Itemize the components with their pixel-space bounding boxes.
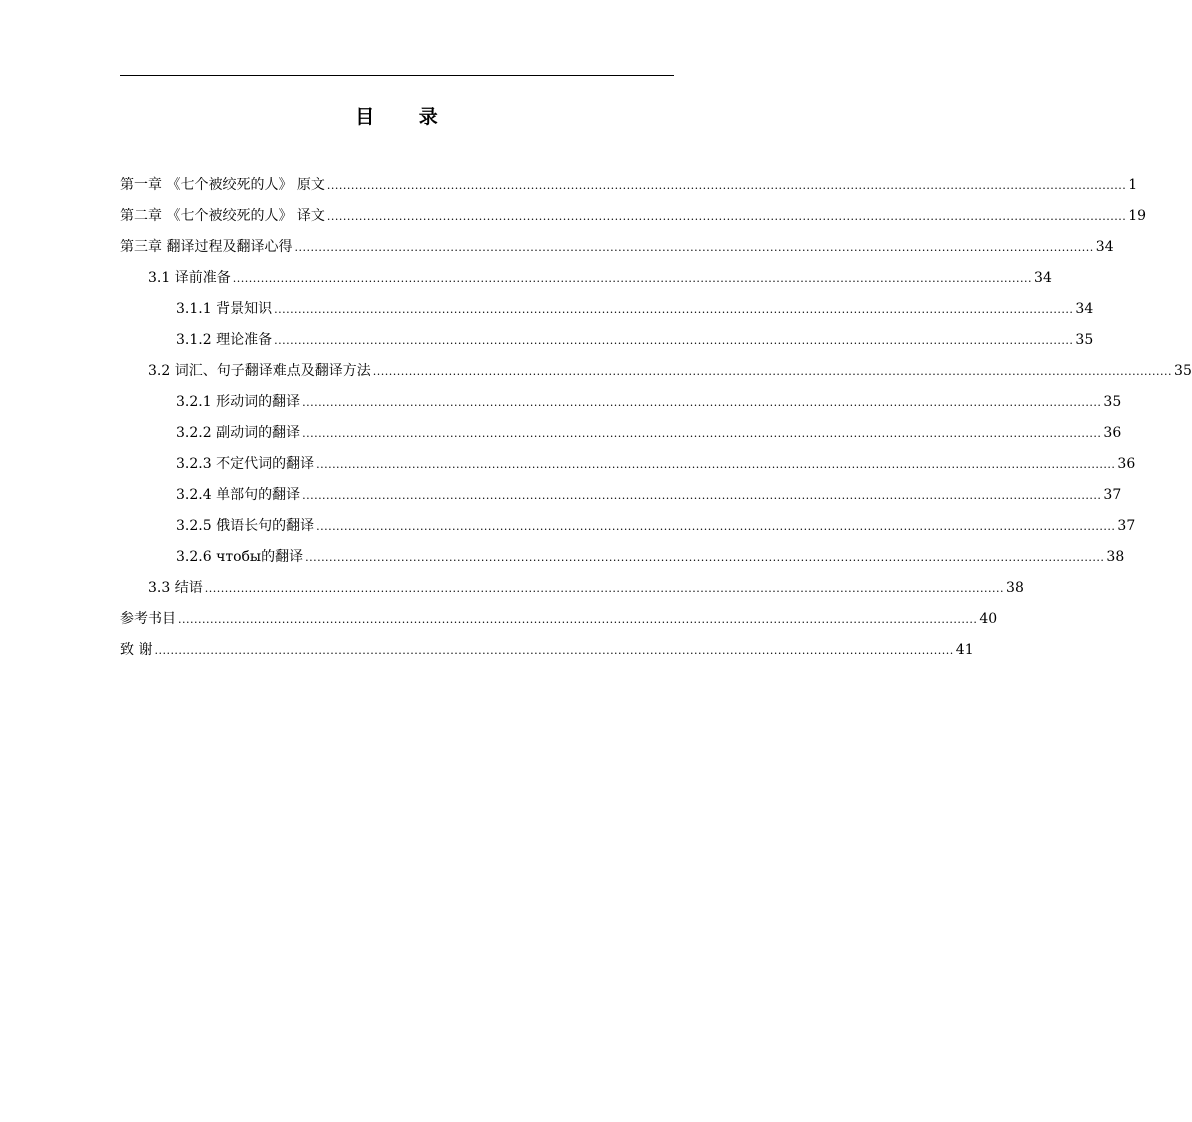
toc-leader-dots: ........................................................................................................................................................................................................ (302, 489, 1102, 502)
toc-entry-page: 37 (1117, 518, 1136, 534)
toc-entry[interactable] (120, 387, 1122, 418)
header-rule (120, 75, 674, 76)
toc-entry-label: 第一章 《七个被绞死的人》 原文 (120, 177, 325, 193)
toc-entry-label: 第三章 翻译过程及翻译心得 (120, 239, 293, 255)
toc-entry-label: 3.2.5 俄语长句的翻译 (176, 518, 315, 534)
toc-entry-page: 34 (1034, 270, 1052, 286)
toc-entry-label: 3.1 译前准备 (148, 270, 231, 286)
toc-leader-dots: ........................................................................................................................................................................................................ (316, 458, 1116, 471)
toc-entry-page: 35 (1103, 394, 1122, 410)
table-of-contents (120, 170, 1192, 666)
toc-leader-dots: ........................................................................................................................................................................................................ (302, 427, 1102, 440)
toc-entry[interactable] (120, 573, 1024, 604)
toc-entry[interactable] (120, 480, 1122, 511)
toc-entry-label: 3.1.1 背景知识 (176, 301, 273, 317)
toc-leader-dots: ........................................................................................................................................................................................................ (316, 520, 1116, 533)
toc-entry-label: 致 谢 (120, 642, 153, 658)
toc-entry-page: 34 (1095, 239, 1114, 255)
toc-entry-label: 3.2 词汇、句子翻译难点及翻译方法 (148, 363, 371, 379)
toc-entry[interactable] (120, 542, 1125, 573)
toc-entry[interactable] (120, 325, 1094, 356)
toc-entry[interactable] (120, 232, 1114, 263)
toc-entry-page: 19 (1128, 208, 1147, 224)
toc-leader-dots: ........................................................................................................................................................................................................ (274, 303, 1074, 316)
toc-entry-label: 3.2.2 副动词的翻译 (176, 425, 301, 441)
toc-leader-dots: ........................................................................................................................................................................................................ (372, 365, 1173, 378)
toc-leader-dots: ........................................................................................................................................................................................................ (204, 582, 1005, 595)
toc-entry-page: 41 (955, 642, 974, 658)
toc-entry-label: 3.2.4 单部句的翻译 (176, 487, 301, 503)
toc-entry-page: 35 (1174, 363, 1192, 379)
toc-entry[interactable] (120, 511, 1136, 542)
toc-entry[interactable] (120, 418, 1122, 449)
toc-leader-dots: ........................................................................................................................................................................................................ (326, 210, 1127, 223)
toc-leader-dots: ........................................................................................................................................................................................................ (178, 613, 978, 626)
toc-leader-dots: ........................................................................................................................................................................................................ (274, 334, 1074, 347)
toc-entry[interactable] (120, 294, 1094, 325)
toc-entry-label: 3.2.6 чтобы的翻译 (176, 549, 304, 565)
toc-entry-label: 3.1.2 理论准备 (176, 332, 273, 348)
toc-entry-label: 3.2.3 不定代词的翻译 (176, 456, 315, 472)
toc-entry-label: 3.3 结语 (148, 580, 203, 596)
toc-leader-dots: ........................................................................................................................................................................................................ (305, 551, 1105, 564)
toc-leader-dots: ........................................................................................................................................................................................................ (154, 644, 954, 657)
toc-entry[interactable] (120, 356, 1192, 387)
toc-entry-page: 37 (1103, 487, 1122, 503)
toc-entry-label: 3.2.1 形动词的翻译 (176, 394, 301, 410)
toc-entry-page: 40 (979, 611, 998, 627)
toc-leader-dots: ........................................................................................................................................................................................................ (294, 241, 1094, 254)
toc-entry-label: 第二章 《七个被绞死的人》 译文 (120, 208, 325, 224)
toc-entry-label: 参考书目 (120, 611, 176, 627)
toc-leader-dots: ........................................................................................................................................................................................................ (326, 179, 1127, 192)
toc-entry-page: 35 (1075, 332, 1094, 348)
toc-entry-page: 38 (1106, 549, 1125, 565)
toc-entry-page: 38 (1006, 580, 1024, 596)
toc-leader-dots: ........................................................................................................................................................................................................ (232, 272, 1033, 285)
toc-entry[interactable] (120, 635, 974, 666)
toc-entry-page: 36 (1117, 456, 1136, 472)
toc-leader-dots: ........................................................................................................................................................................................................ (302, 396, 1102, 409)
toc-entry-page: 34 (1075, 301, 1094, 317)
toc-entry-page: 1 (1128, 177, 1138, 193)
toc-entry[interactable] (120, 449, 1136, 480)
toc-entry-page: 36 (1103, 425, 1122, 441)
toc-entry[interactable] (120, 604, 998, 635)
toc-entry[interactable] (120, 263, 1052, 294)
toc-entry[interactable] (120, 170, 1138, 201)
toc-entry[interactable] (120, 201, 1147, 232)
page-title: 目 录 (355, 106, 457, 128)
